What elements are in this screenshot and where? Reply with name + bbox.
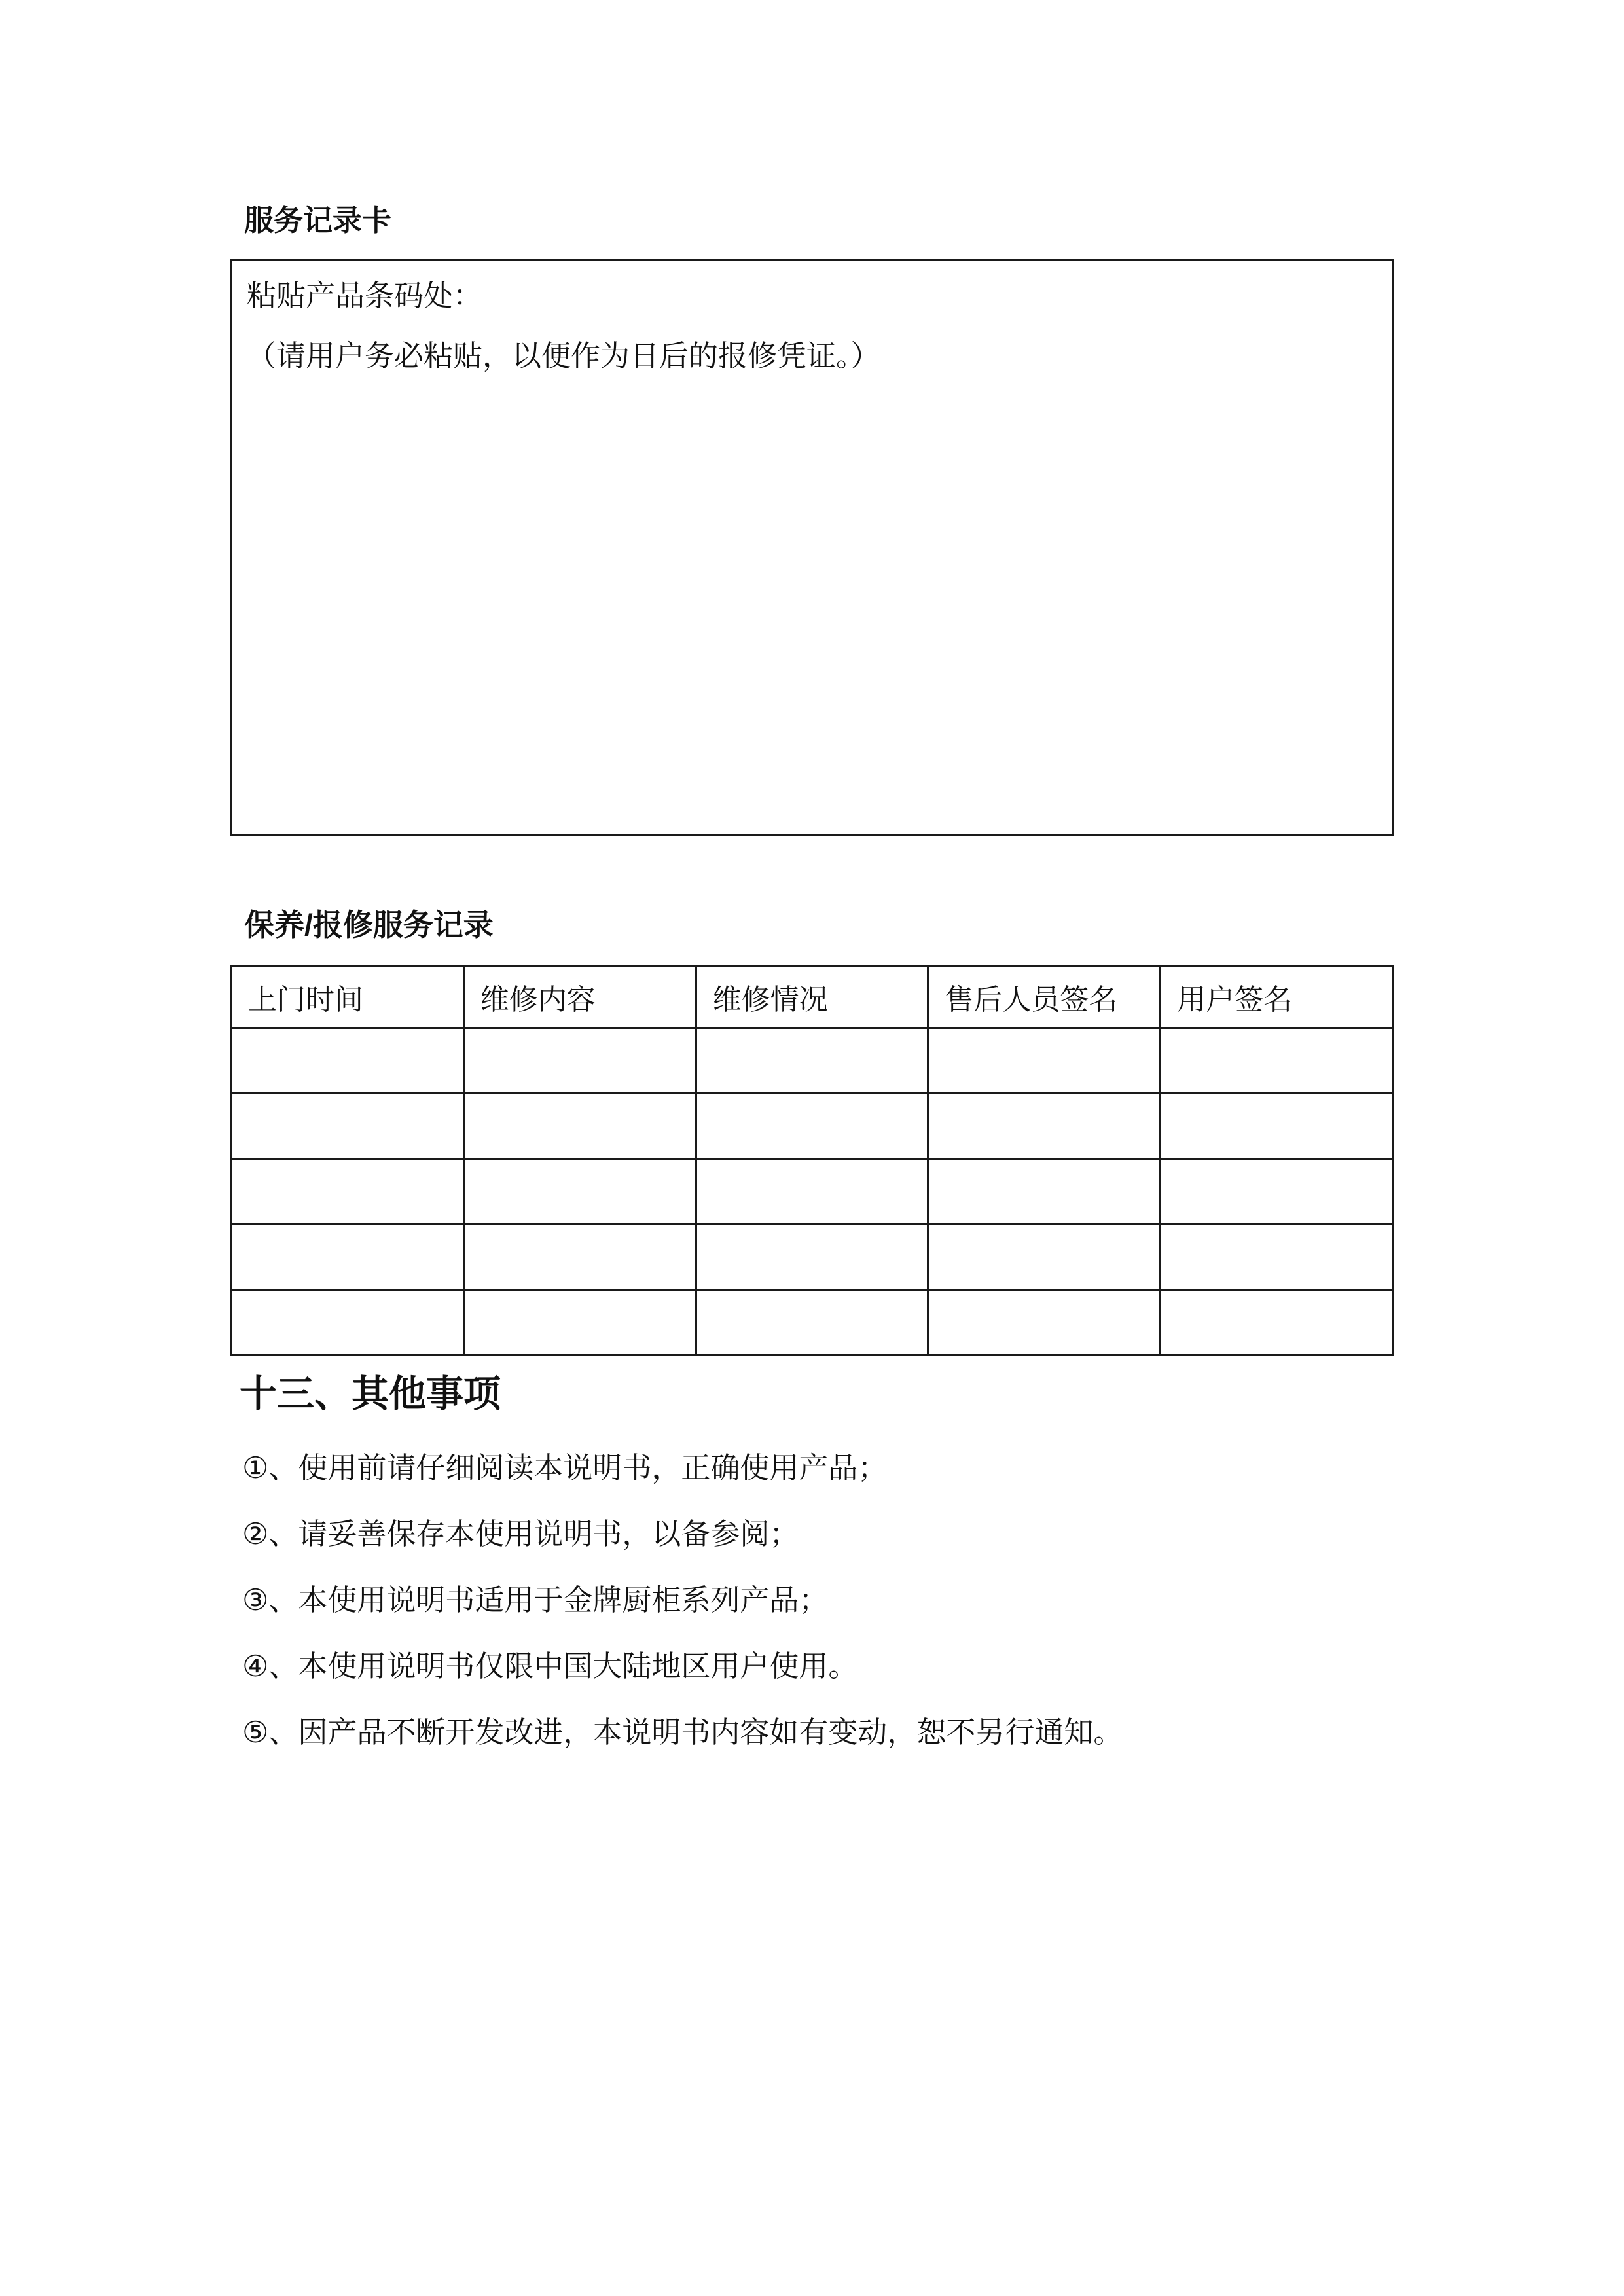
table-cell [1161,1290,1393,1355]
table-row [232,1290,1393,1355]
service-card-title: 服务记录卡 [244,204,392,237]
table-cell [232,1290,464,1355]
table-row [232,1028,1393,1094]
table-cell [928,1159,1161,1225]
barcode-sticker-box [230,259,1394,836]
table-cell [928,1028,1161,1094]
note-item-5: ⑤、因产品不断开发改进，本说明书内容如有变动，恕不另行通知。 [242,1715,1123,1749]
table-cell [463,1290,696,1355]
note-item-4: ④、本使用说明书仅限中国大陆地区用户使用。 [242,1649,858,1683]
table-cell [232,1094,464,1159]
table-cell [696,1225,928,1290]
note-item-1: ①、使用前请仔细阅读本说明书，正确使用产品； [242,1451,888,1484]
other-matters-list [242,1450,1123,1781]
table-cell [928,1094,1161,1159]
table-row [232,1225,1393,1290]
table-cell [1161,1159,1393,1225]
column-header-user-signature: 用户签名 [1161,966,1393,1028]
table-header-row [232,966,1393,1028]
table-cell [696,1094,928,1159]
maintenance-record-table [230,965,1394,1356]
table-cell [232,1028,464,1094]
column-header-staff-signature: 售后人员签名 [928,966,1161,1028]
barcode-box-label: 粘贴产品条码处： [247,279,483,312]
column-header-repair-content: 维修内容 [463,966,696,1028]
table-cell [1161,1028,1393,1094]
table-cell [232,1159,464,1225]
barcode-box-note: （请用户务必粘贴，以便作为日后的报修凭证。） [247,339,880,372]
other-matters-title: 十三、其他事项 [240,1373,501,1415]
table-cell [696,1028,928,1094]
table-row [232,1159,1393,1225]
table-cell [1161,1225,1393,1290]
column-header-visit-time: 上门时间 [232,966,464,1028]
table-row [232,1094,1393,1159]
table-cell [696,1290,928,1355]
table-cell [463,1159,696,1225]
table-cell [463,1225,696,1290]
note-item-2: ②、请妥善保存本使用说明书，以备参阅； [242,1517,799,1551]
table-cell [232,1225,464,1290]
table-cell [696,1159,928,1225]
table-cell [928,1290,1161,1355]
note-item-3: ③、本使用说明书适用于金牌厨柜系列产品； [242,1583,829,1617]
column-header-repair-status: 维修情况 [696,966,928,1028]
table-cell [928,1225,1161,1290]
table-cell [463,1094,696,1159]
maintenance-record-title: 保养/报修服务记录 [244,908,494,942]
table-cell [463,1028,696,1094]
table-cell [1161,1094,1393,1159]
